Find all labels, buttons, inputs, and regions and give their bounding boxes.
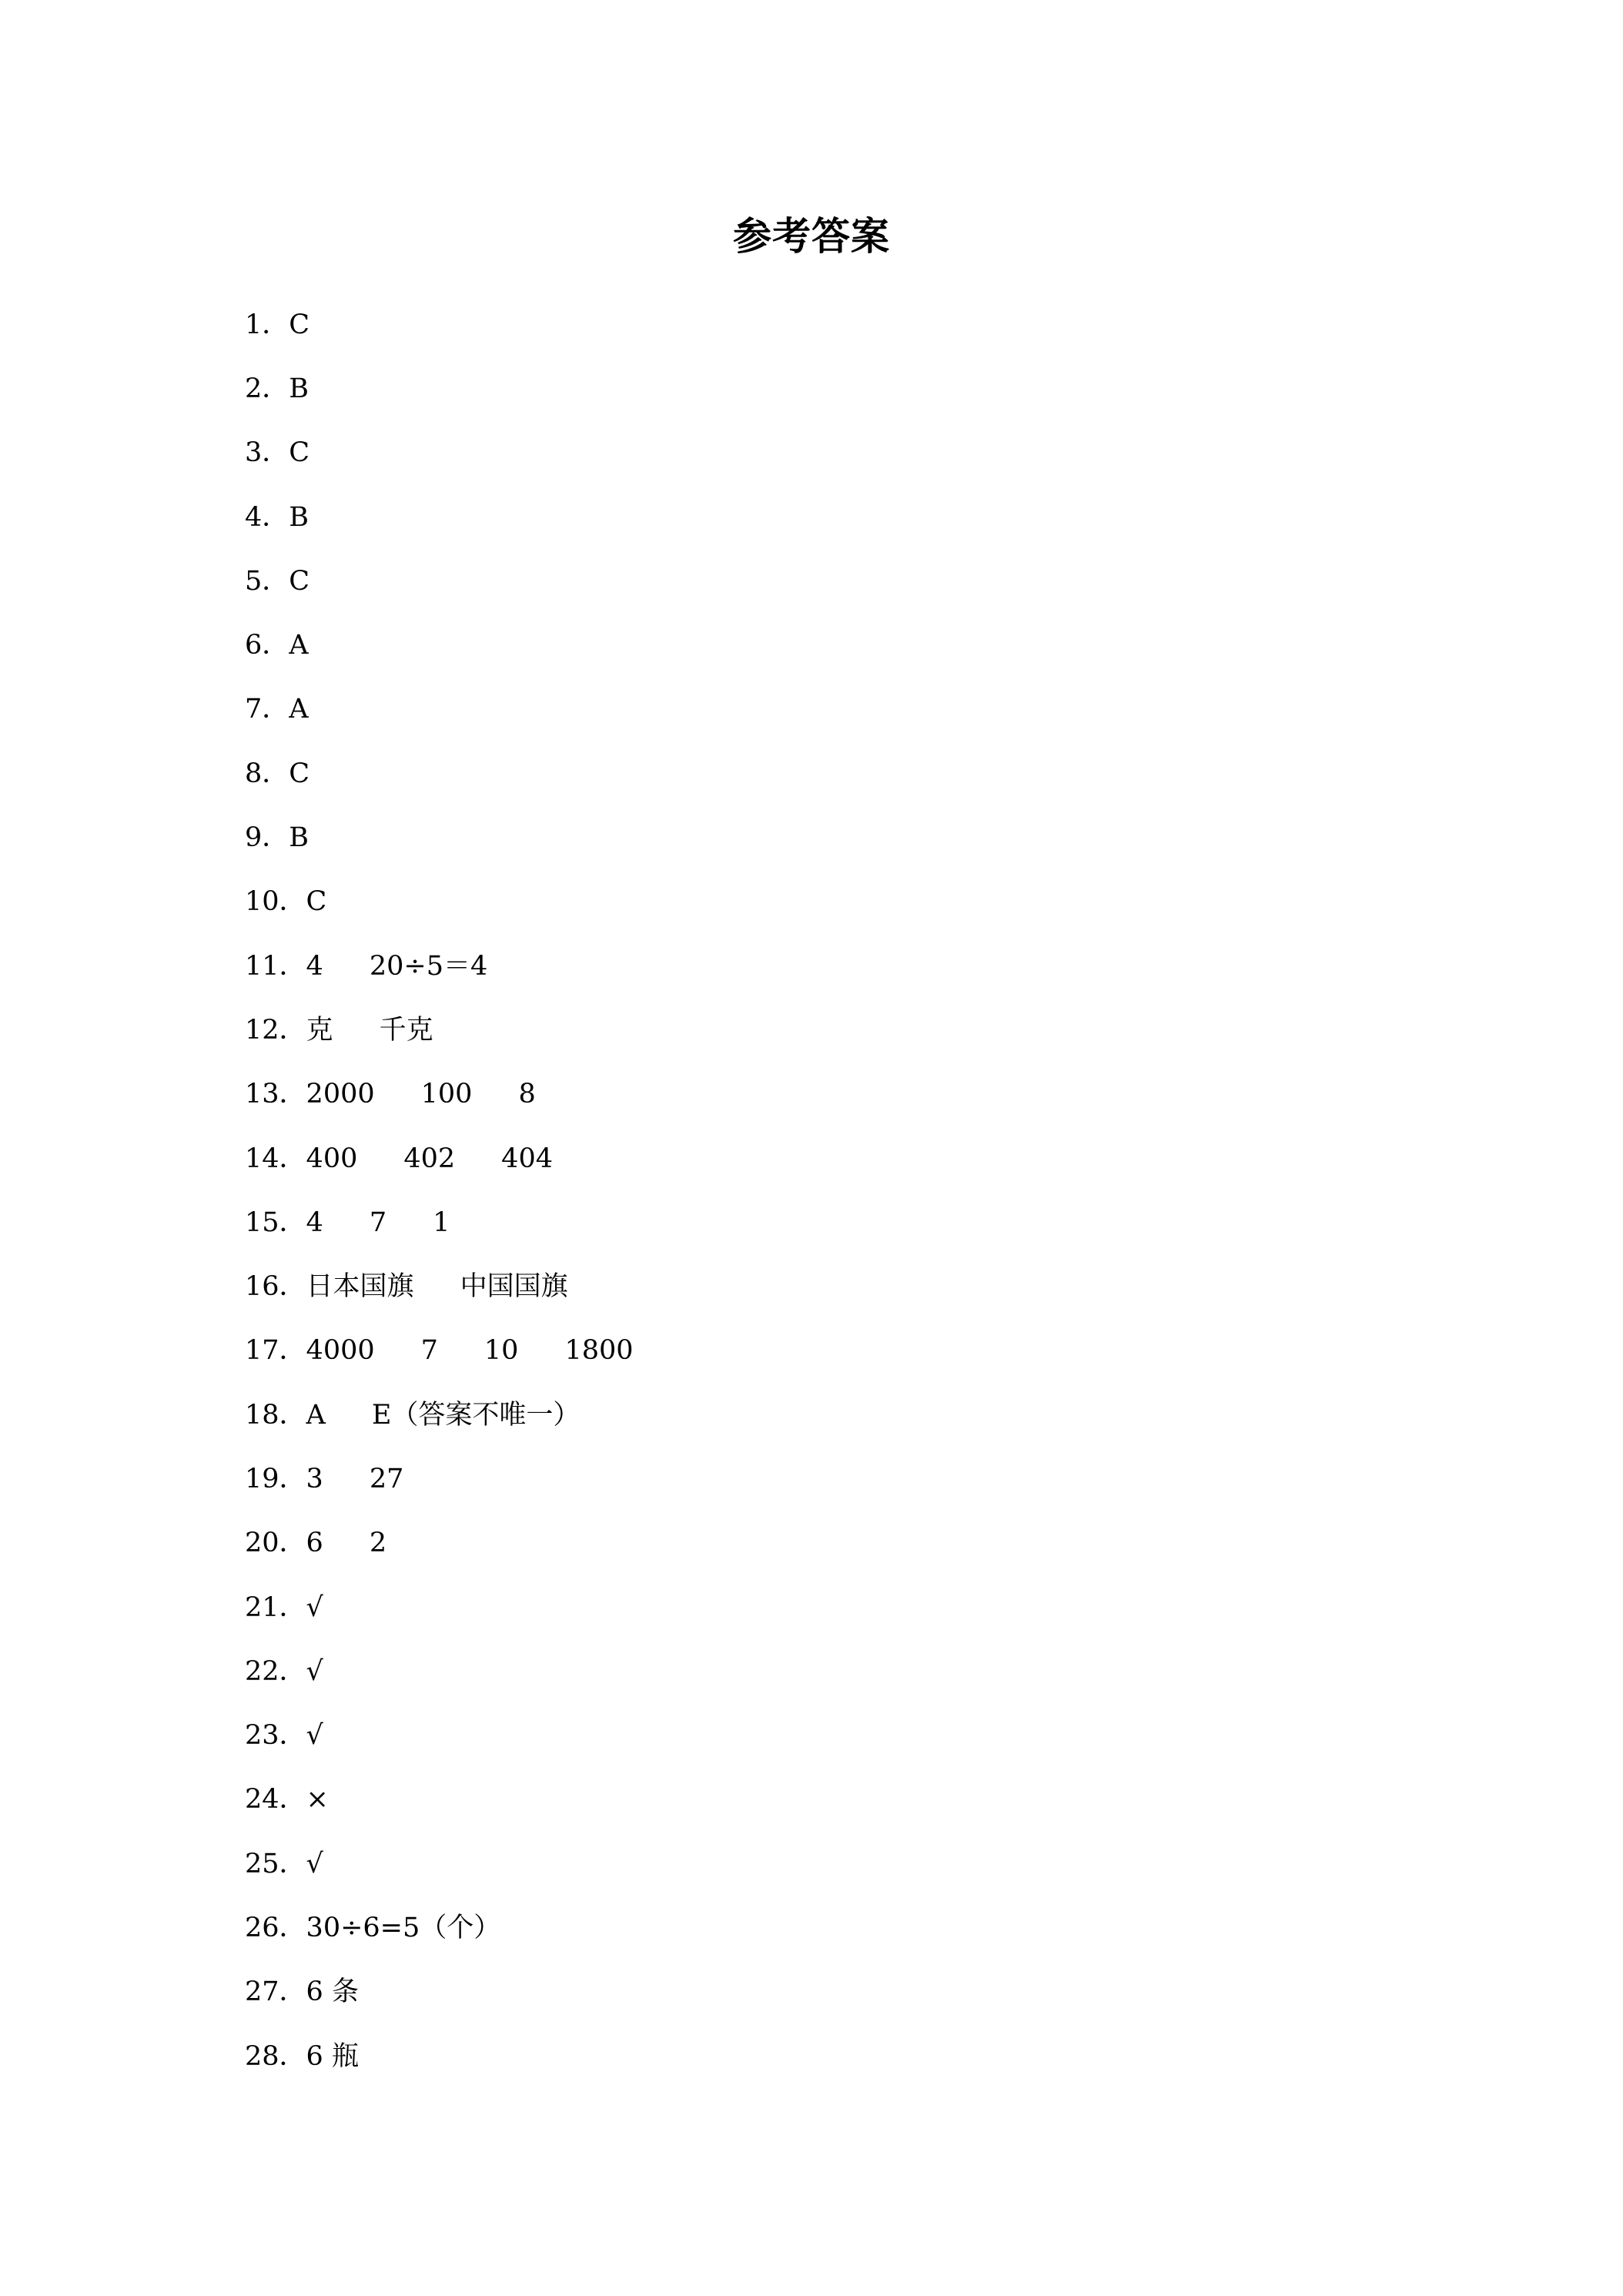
answer-value: 克 [306, 1014, 333, 1046]
answer-value: 10 [484, 1335, 519, 1367]
answer-item [245, 1575, 1554, 1639]
answer-item [245, 1319, 1554, 1383]
answer-item [245, 613, 1554, 677]
answer-value: 6 条 [306, 1976, 359, 2008]
answer-number: 22． [245, 1655, 306, 1687]
answer-number: 5． [245, 565, 289, 597]
answer-item [245, 421, 1554, 485]
answer-item [245, 1254, 1554, 1318]
answer-item [245, 1960, 1554, 2024]
answer-item [245, 485, 1554, 549]
answer-number: 3． [245, 437, 289, 469]
answer-number: 17． [245, 1335, 306, 1367]
answer-item [245, 1639, 1554, 1703]
answer-value: A [289, 630, 309, 661]
answer-number: 16． [245, 1271, 306, 1303]
answer-item [245, 678, 1554, 741]
answer-number: 21． [245, 1591, 306, 1623]
answer-value: 30÷6=5（个） [306, 1913, 501, 1944]
answer-number: 4． [245, 501, 289, 533]
answer-value: 7 [420, 1335, 438, 1367]
answer-value: 20÷5＝4 [369, 950, 488, 982]
answer-item [245, 998, 1554, 1062]
answer-value: 3 [306, 1463, 323, 1494]
answer-value: 4 [306, 950, 323, 982]
answer-value: √ [306, 1591, 323, 1623]
answer-number: 2． [245, 373, 289, 404]
answer-number: 8． [245, 758, 289, 789]
answer-number: 13． [245, 1079, 306, 1110]
answer-value: B [289, 373, 310, 404]
answer-value: 6 瓶 [306, 2040, 359, 2072]
answer-list [245, 293, 1554, 2088]
answer-number: 27． [245, 1976, 306, 2008]
answer-item [245, 741, 1554, 805]
answer-item [245, 1768, 1554, 1832]
answer-item [245, 1896, 1554, 1960]
answer-number: 25． [245, 1848, 306, 1879]
answer-item [245, 1447, 1554, 1511]
answer-value: C [306, 886, 327, 918]
answer-value: 4 [306, 1207, 323, 1238]
answer-value: B [289, 822, 310, 854]
answer-value: 7 [369, 1207, 387, 1238]
answer-item [245, 2024, 1554, 2088]
answer-value: 100 [420, 1079, 473, 1110]
answer-number: 6． [245, 630, 289, 661]
answer-value: 千克 [379, 1014, 433, 1046]
answer-value: 日本国旗 [306, 1271, 414, 1303]
answer-value: √ [306, 1655, 323, 1687]
answer-number: 15． [245, 1207, 306, 1238]
answer-value: C [289, 758, 310, 789]
answer-value: C [289, 309, 310, 340]
answer-value: √ [306, 1720, 323, 1752]
answer-value: 400 [306, 1143, 358, 1174]
answer-number: 9． [245, 822, 289, 854]
answer-number: 11． [245, 950, 306, 982]
answer-value: C [289, 565, 310, 597]
answer-value: 6 [306, 1528, 323, 1559]
answer-item [245, 870, 1554, 934]
answer-number: 23． [245, 1720, 306, 1752]
answer-item [245, 356, 1554, 420]
answer-number: 19． [245, 1463, 306, 1494]
answer-number: 28． [245, 2040, 306, 2072]
answer-number: 10． [245, 886, 306, 918]
answer-item [245, 1126, 1554, 1190]
answer-item [245, 1383, 1554, 1447]
answer-value: A [306, 1399, 326, 1431]
answer-value: 1800 [564, 1335, 634, 1367]
answer-item [245, 934, 1554, 998]
answer-value: 402 [403, 1143, 456, 1174]
page-title: 参考答案 [733, 214, 890, 259]
answer-value: A [289, 694, 309, 725]
answer-number: 18． [245, 1399, 306, 1431]
answer-value: 8 [518, 1079, 536, 1110]
answer-value: B [289, 501, 310, 533]
answer-item [245, 805, 1554, 869]
answer-number: 1． [245, 309, 289, 340]
answer-item [245, 1063, 1554, 1126]
answer-value: 1 [433, 1207, 450, 1238]
answer-item [245, 1832, 1554, 1896]
answer-value: 2 [369, 1528, 387, 1559]
answer-value: E（答案不唯一） [371, 1399, 581, 1431]
answer-value: 2000 [306, 1079, 375, 1110]
answer-value: × [306, 1784, 329, 1816]
answer-item [245, 293, 1554, 356]
answer-number: 20． [245, 1528, 306, 1559]
answer-value: C [289, 437, 310, 469]
answer-value: 27 [369, 1463, 404, 1494]
answer-number: 7． [245, 694, 289, 725]
answer-item [245, 1704, 1554, 1768]
answer-value: √ [306, 1848, 323, 1879]
answer-value: 404 [501, 1143, 553, 1174]
answer-value: 4000 [306, 1335, 375, 1367]
answer-number: 24． [245, 1784, 306, 1816]
answer-value: 中国国旗 [460, 1271, 568, 1303]
answer-item [245, 1190, 1554, 1254]
answer-item [245, 549, 1554, 613]
answer-number: 12． [245, 1014, 306, 1046]
answer-number: 26． [245, 1913, 306, 1944]
answer-item [245, 1511, 1554, 1575]
answer-number: 14． [245, 1143, 306, 1174]
